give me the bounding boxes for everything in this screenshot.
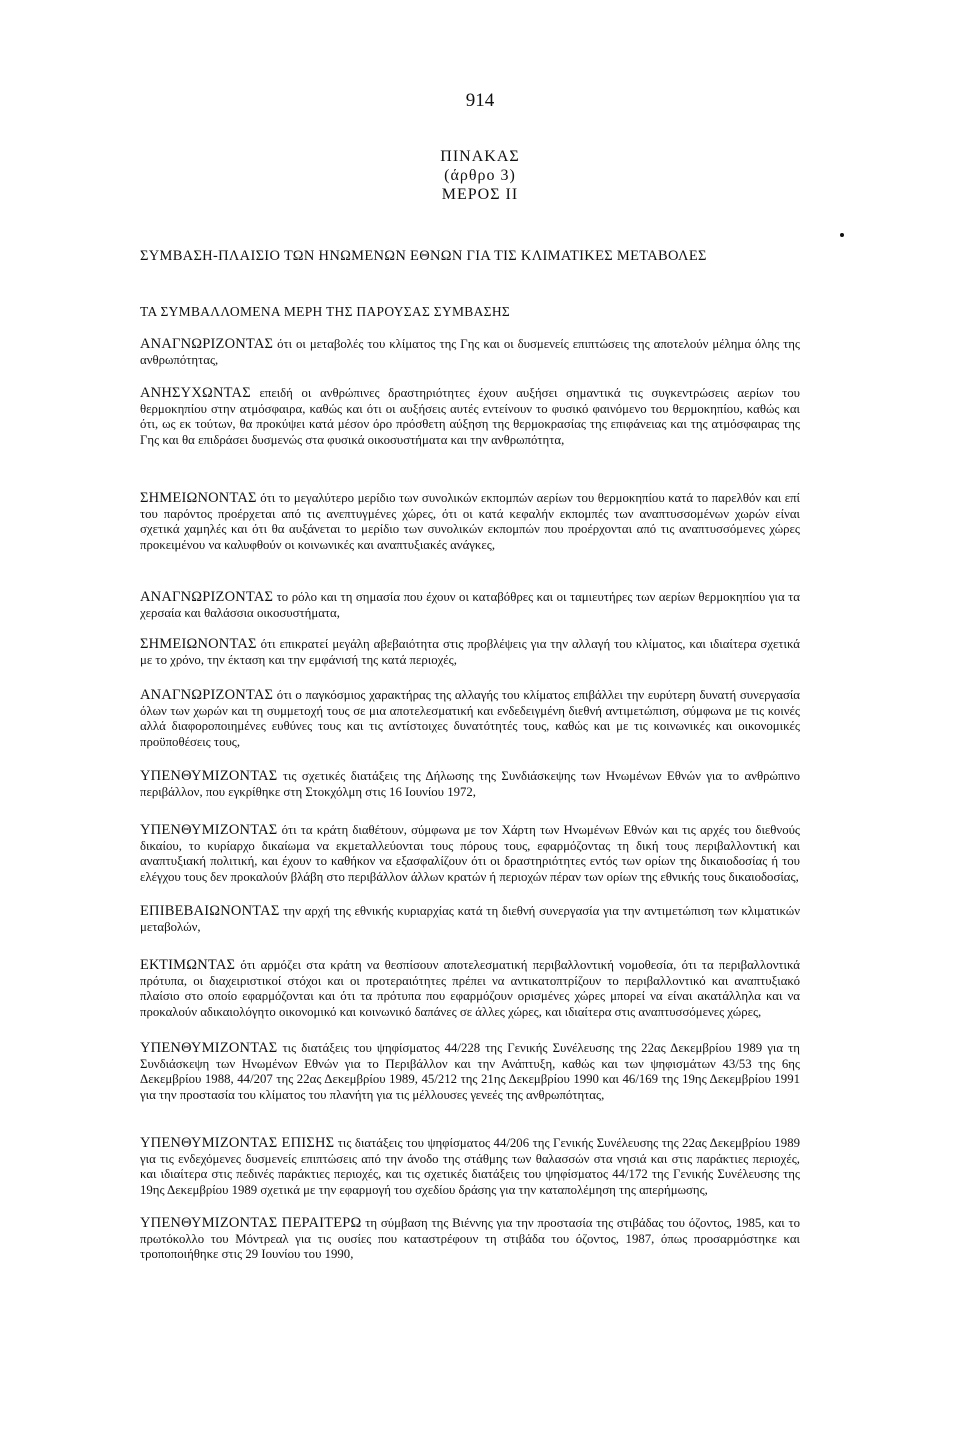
paragraph-lead: ΑΝΑΓΝΩΡΙΖΟΝΤΑΣ [140, 589, 274, 605]
paragraph-lead: ΑΝΑΓΝΩΡΙΖΟΝΤΑΣ [140, 336, 274, 352]
treaty-title: ΣΥΜΒΑΣΗ-ΠΛΑΙΣΙΟ ΤΩΝ ΗΝΩΜΕΝΩΝ ΕΘΝΩΝ ΓΙΑ ΤΙΣ ΚΛΙΜΑΤΙΚΕΣ ΜΕΤΑΒΟΛΕΣ [140, 248, 707, 264]
scan-speck [840, 233, 844, 237]
paragraph-lead: ΑΝΗΣΥΧΩΝΤΑΣ [140, 385, 251, 401]
preamble-paragraph [140, 491, 800, 553]
preamble-paragraph [140, 1216, 800, 1263]
preamble-paragraph [140, 904, 800, 935]
paragraph-text: το ρόλο και τη σημασία που έχουν οι καταβόθρες και οι ταμιευτήρες των αερίων θερμοκηπίου για τα χερσαία και θαλάσσια οικοσυστήματα, [140, 590, 800, 620]
paragraph-lead: ΥΠΕΝΘΥΜΙΖΟΝΤΑΣ ΕΠΙΣΗΣ [140, 1135, 335, 1151]
preamble-paragraph [140, 590, 800, 621]
paragraph-text: ότι ο παγκόσμιος χαρακτήρας της αλλαγής του κλίματος επιβάλλει την ευρύτερη δυνατή συνεργασία όλων των χωρών και τη συμμετοχή τους σε μια αποτελεσματική και ενδεδειγμένη διεθνή αντιμετώπιση, σύμφωνα με τις κοινές αλλά διαφοροποιημένες ευθύνες τους και τις αντίστοιχες δυνατότητές τους, καθώς και με τις κοινωνικές και οικονομικές προϋποθέσεις τους, [140, 688, 800, 749]
paragraph-lead: ΕΚΤΙΜΩΝΤΑΣ [140, 957, 236, 973]
preamble-paragraph [140, 637, 800, 668]
article-reference: (άρθρο 3) [444, 167, 516, 184]
paragraph-text: την αρχή της εθνικής κυριαρχίας κατά τη διεθνή συνεργασία για την αντιμετώπιση των κλιματικών μεταβολών, [140, 904, 800, 934]
paragraph-lead: ΥΠΕΝΘΥΜΙΖΟΝΤΑΣ [140, 822, 278, 838]
paragraph-text: τις διατάξεις του ψηφίσματος 44/206 της Γενικής Συνέλευσης της 22ας Δεκεμβρίου 1989 για τις ενδεχόμενες δυσμενείς επιπτώσεις από την άνοδο της στάθμης των θαλασσών στα νησιά και στις παράκτιες περιοχές, και ιδιαίτερα στις πεδινές παράκτιες περιοχές, και τις σχετικές διατάξεις του ψηφίσματος 44/172 της Γενικής Συνέλευσης της 19ης Δεκεμβρίου 1989 σχετικά με την εφαρμογή του σχεδίου δράσης για την καταπολέμηση της απερήμωσης, [140, 1136, 801, 1197]
preamble-paragraph [140, 386, 800, 448]
paragraph-text: τις διατάξεις του ψηφίσματος 44/228 της Γενικής Συνέλευσης της 22ας Δεκεμβρίου 1989 για τη Συνδιάσκεψη των Ηνωμένων Εθνών για το Περιβάλλον και την Ανάπτυξη, καθώς και των ψηφισμάτων 43/53 της 6ης Δεκεμβρίου 1988, 44/207 της 22ας Δεκεμβρίου 1989, 45/212 της 21ης Δεκεμβρίου 1990 και 46/169 της 19ης Δεκεμβρίου 1991 για την προστασία του κλίματος του πλανήτη για τις μέλλουσες γενεές της ανθρωπότητας, [140, 1041, 800, 1102]
treaty-subtitle: ΤΑ ΣΥΜΒΑΛΛΟΜΕΝΑ ΜΕΡΗ ΤΗΣ ΠΑΡΟΥΣΑΣ ΣΥΜΒΑΣΗΣ [140, 304, 511, 319]
preamble-paragraph [140, 1136, 800, 1198]
paragraph-lead: ΥΠΕΝΘΥΜΙΖΟΝΤΑΣ [140, 1040, 278, 1056]
paragraph-text: ότι επικρατεί μεγάλη αβεβαιότητα στις προβλέψεις για την αλλαγή του κλίματος, και ιδιαίτερα σχετικά με το χρόνο, την έκταση και την εμφάνισή της κατά περιοχές, [140, 637, 800, 667]
paragraph-lead: ΥΠΕΝΘΥΜΙΖΟΝΤΑΣ [140, 768, 278, 784]
preamble-paragraph [140, 1041, 800, 1103]
table-heading: ΠΙΝΑΚΑΣ [440, 148, 520, 165]
paragraph-text: επειδή οι ανθρώπινες δραστηριότητες έχουν αυξήσει σημαντικά τις συγκεντρώσεις αερίων του θερμοκηπίου στην ατμόσφαιρα, καθώς και ότι οι αυξήσεις αυτές εντείνουν το φυσικό φαινόμενο του θερμοκηπίου, καθώς και ότι, ως εκ τούτων, θα προκύψει κατά μέσον όρο πρόσθετη αύξηση της θερμοκρασίας της επιφάνειας και της ατμόσφαιρας της Γης και θα επιδράσει δυσμενώς στα φυσικά οικοσυστήματα και την ανθρωπότητα, [140, 386, 800, 447]
paragraph-lead: ΑΝΑΓΝΩΡΙΖΟΝΤΑΣ [140, 687, 274, 703]
paragraph-lead: ΕΠΙΒΕΒΑΙΩΝΟΝΤΑΣ [140, 903, 280, 919]
paragraph-lead: ΣΗΜΕΙΩΝΟΝΤΑΣ [140, 490, 257, 506]
paragraph-text: ότι αρμόζει στα κράτη να θεσπίσουν αποτελεσματική περιβαλλοντική νομοθεσία, ότι τα περιβαλλοντικά πρότυπα, οι διαχειριστικοί στόχοι και οι προτεραιότητες πρέπει να αντικατοπτρίζουν το περιβαλλοντικό και αναπτυξιακό πλαίσιο στο οποίο εφαρμόζονται και ότι τα πρότυπα που εφαρμόζουν ορισμένες χώρες μπορεί να είναι ακατάλληλα και να προκαλούν αδικαιολόγητο οικονομικό και κοινωνικό δαπάνες σε άλλες χώρες, και ιδιαίτερα στις αναπτυσσόμενες χώρες, [140, 958, 800, 1019]
preamble-paragraph [140, 769, 800, 800]
preamble-paragraph [140, 823, 800, 885]
part-heading: ΜΕΡΟΣ ΙΙ [441, 186, 519, 203]
paragraph-text: ότι το μεγαλύτερο μερίδιο των συνολικών εκπομπών αερίων του θερμοκηπίου κατά το παρελθόν και επί του παρόντος προέρχεται από τις ανεπτυγμένες χώρες, ότι οι κατά κεφαλήν εκπομπές των αναπτυσσομένων χωρών είναι σχετικά χαμηλές και ότι θα αυξάνεται το μερίδιο των συνολικών εκπομπών που προέρχονται από τις αναπτυσσόμενες χώρες προκειμένου να καλυφθούν οι κοινωνικές και αναπτυξιακές ανάγκες, [140, 491, 800, 552]
paragraph-text: τις σχετικές διατάξεις της Δήλωσης της Συνδιάσκεψης των Ηνωμένων Εθνών για το ανθρώπινο περιβάλλον, που εγκρίθηκε στη Στοκχόλμη στις 16 Ιουνίου 1972, [140, 769, 800, 799]
preamble-paragraph [140, 958, 800, 1020]
paragraph-text: τη σύμβαση της Βιέννης για την προστασία της στιβάδας του όζοντος, 1985, και το πρωτόκολλο του Μόντρεαλ για τις ουσίες που καταστρέφουν τη στιβάδα του όζοντος, 1987, όπως προσαρμόστηκε και τροποποιήθηκε στις 29 Ιουνίου του 1990, [140, 1216, 800, 1261]
paragraph-lead: ΣΗΜΕΙΩΝΟΝΤΑΣ [140, 636, 257, 652]
preamble-paragraph [140, 337, 800, 368]
paragraph-text: ότι τα κράτη διαθέτουν, σύμφωνα με τον Χάρτη των Ηνωμένων Εθνών και τις αρχές του διεθνούς δικαίου, το κυρίαρχο δικαίωμα να εκμεταλλεύονται τους πόρους τους, εφαρμόζοντας τη δική τους περιβαλλοντική και αναπτυξιακή πολιτική, και έχουν το καθήκον να εξασφαλίζουν ότι οι δραστηριότητες εντός των ορίων της δικαιοδοσίας ή του ελέγχου τους δεν προκαλούν βλάβη στο περιβάλλον άλλων κρατών ή περιοχών πέραν των ορίων της εθνικής τους δικαιοδοσίας, [140, 823, 800, 884]
paragraph-lead: ΥΠΕΝΘΥΜΙΖΟΝΤΑΣ ΠΕΡΑΙΤΕΡΩ [140, 1215, 362, 1231]
preamble-paragraph [140, 688, 800, 750]
paragraph-text: ότι οι μεταβολές του κλίματος της Γης και οι δυσμενείς επιπτώσεις της αποτελούν μέλημα όλης της ανθρωπότητας, [140, 337, 800, 367]
page-number: 914 [465, 90, 495, 111]
